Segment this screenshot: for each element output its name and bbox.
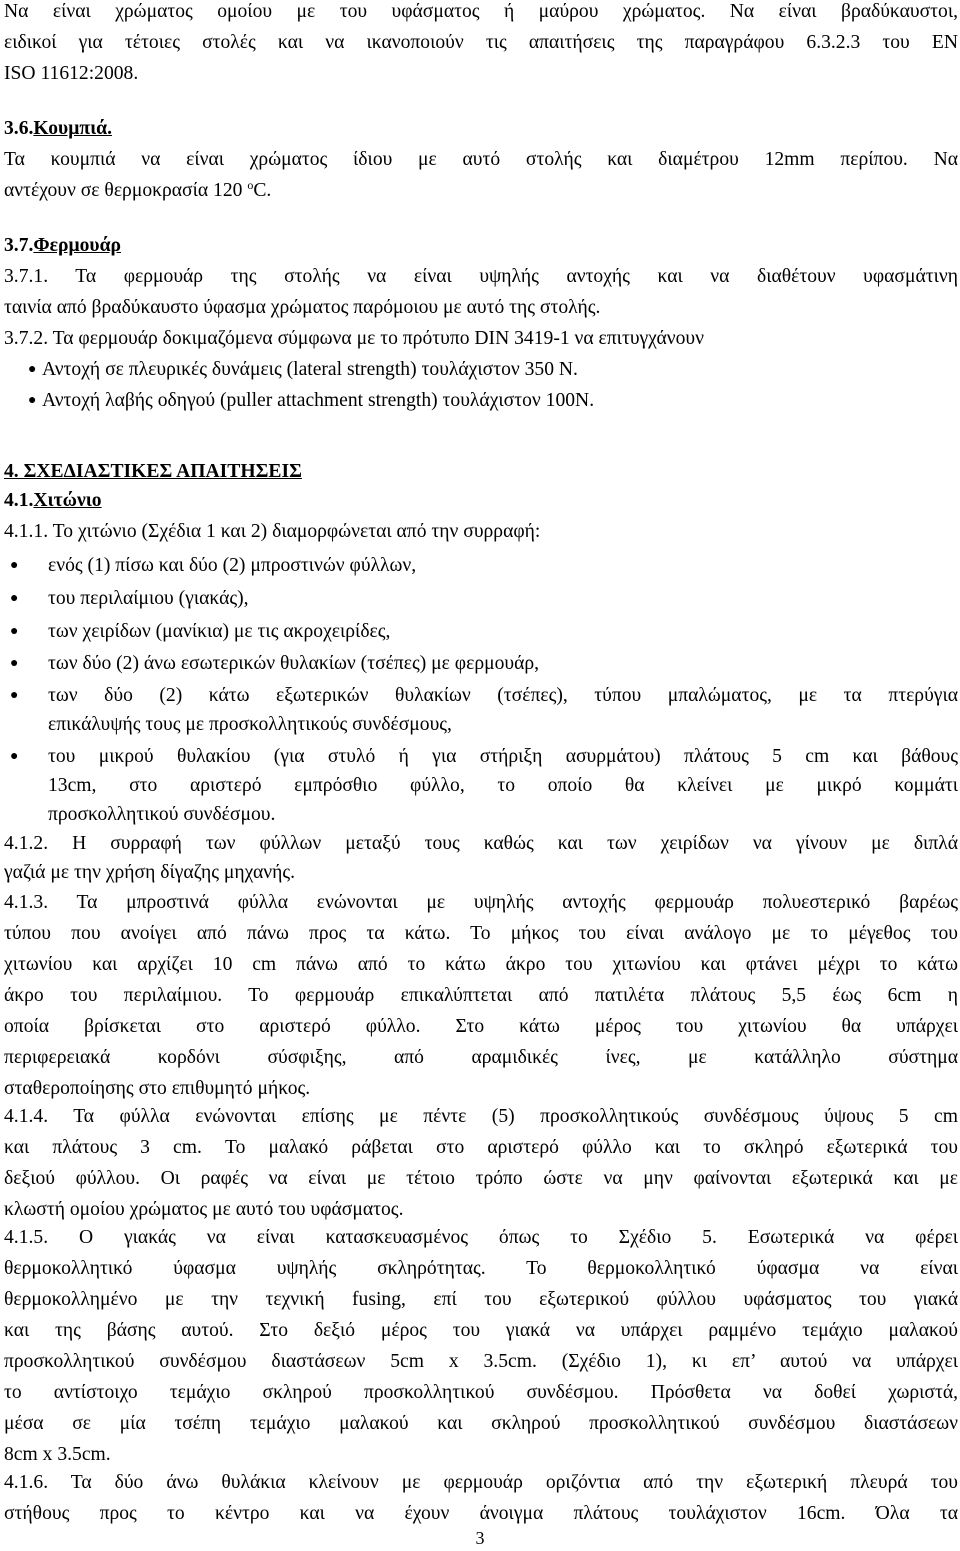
text-line: ειδικοί για τέτοιες στολές και να ικανοποιούν τις απαιτήσεις της παραγράφου 6.3.2.3 του ΕΝ xyxy=(4,32,958,53)
bullet-icon: ● xyxy=(10,558,19,573)
text-line: χιτωνίου και αρχίζει 10 cm πάνω από το κάτω άκρο του χιτωνίου και φτάνει μέχρι το κάτω xyxy=(4,954,958,975)
text-line: περιφερειακά κορδόνι σύσφιξης, από αραμιδικές ίνες, με κατάλληλο σύστημα xyxy=(4,1047,958,1068)
list-item-continuation: προσκολλητικού συνδέσμου. xyxy=(48,804,276,825)
text-line: 8cm x 3.5cm. xyxy=(4,1444,111,1465)
text-line: το αντίστοιχο τεμάχιο σκληρού προσκολλητικού συνδέσμου. Πρόσθετα να δοθεί χωριστά, xyxy=(4,1382,958,1403)
text-line: 4.1.2. Η συρραφή των φύλλων μεταξύ τους καθώς και των χειρίδων να γίνουν με διπλά xyxy=(4,833,958,854)
bullet-icon: ● xyxy=(10,656,19,671)
text-line: 4.1.3. Τα μπροστινά φύλλα ενώνονται με υψηλής αντοχής φερμουάρ πολυεστερικό βαρέως xyxy=(4,892,958,913)
text-line: 3.7.2. Τα φερμουάρ δοκιμαζόμενα σύμφωνα με το πρότυπο DIN 3419-1 να επιτυγχάνουν xyxy=(4,328,704,349)
text-line: και πλάτους 3 cm. Το μαλακό ράβεται στο αριστερό φύλλο και το σκληρό εξωτερικά του xyxy=(4,1137,958,1158)
text-line: 4.1.5. Ο γιακάς να είναι κατασκευασμένος όπως το Σχέδιο 5. Εσωτερικά να φέρει xyxy=(4,1227,958,1248)
text-line: μέσα σε μία τσέπη τεμάχιο μαλακού και σκληρού προσκολλητικού συνδέσμου διαστάσεων xyxy=(4,1413,958,1434)
subsection-heading: 4.1.Χιτώνιο xyxy=(4,490,102,511)
text-line: αντέχουν σε θερμοκρασία 120 $^o$C. xyxy=(4,178,272,201)
text-line: Να είναι χρώματος ομοίου με του υφάσματος ή μαύρου χρώματος. Να είναι βραδύκαυστοι, xyxy=(4,1,958,22)
text-line: σταθεροποίησης στο επιθυμητό μήκος. xyxy=(4,1078,311,1099)
text-line: ISO 11612:2008. xyxy=(4,63,139,84)
text-line: στήθους προς το κέντρο και να έχουν άνοιγμα πλάτους τουλάχιστον 16cm. Όλα τα xyxy=(4,1503,958,1524)
list-item: Αντοχή λαβής οδηγού (puller attachment strength) τουλάχιστον 100Ν. xyxy=(42,390,595,411)
list-item-continuation: 13cm, στο αριστερό εμπρόσθιο φύλλο, το οποίο θα κλείνει με μικρό κομμάτι xyxy=(48,775,958,796)
list-item: του περιλαίμιου (γιακάς), xyxy=(48,588,249,609)
text-line: 4.1.4. Τα φύλλα ενώνονται επίσης με πέντε (5) προσκολλητικούς συνδέσμους ύψους 5 cm xyxy=(4,1106,958,1127)
list-item: Αντοχή σε πλευρικές δυνάμεις (lateral strength) τουλάχιστον 350 Ν. xyxy=(42,359,578,380)
list-item: των δύο (2) άνω εσωτερικών θυλακίων (τσέπες) με φερμουάρ, xyxy=(48,653,540,674)
bullet-icon: ● xyxy=(10,749,19,764)
text-line: προσκολλητικού συνδέσμου διαστάσεων 5cm x 3.5cm. (Σχέδιο 1), κι επ’ αυτού να υπάρχει xyxy=(4,1351,958,1372)
list-item: των χειρίδων (μανίκια) με τις ακροχειρίδες, xyxy=(48,621,391,642)
list-item-continuation: επικάλυψής τους με προσκολλητικούς συνδέσμους, xyxy=(48,714,452,735)
text-line: τύπου που ανοίγει από πάνω προς τα κάτω. Το μήκος του είναι ανάλογο με το μέγεθος του xyxy=(4,923,958,944)
text-line: 3.7.1. Τα φερμουάρ της στολής να είναι υψηλής αντοχής και να διαθέτουν υφασμάτινη xyxy=(4,266,958,287)
section-heading: 3.6.Κουμπιά. xyxy=(4,118,112,139)
text-line: γαζιά με την χρήση δίγαζης μηχανής. xyxy=(4,862,295,883)
text-line: 4.1.1. Το χιτώνιο (Σχέδια 1 και 2) διαμορφώνεται από την συρραφή: xyxy=(4,521,541,542)
text-line: άκρο του περιλαίμιου. Το φερμουάρ επικαλύπτεται από πατιλέτα πλάτους 5,5 έως 6cm η xyxy=(4,985,958,1006)
bullet-icon: ● xyxy=(10,591,19,606)
bullet-icon: ● xyxy=(10,624,19,639)
bullet-icon: ● xyxy=(28,362,37,377)
section-heading: 3.7.Φερμουάρ xyxy=(4,235,121,256)
text-line: δεξιού φύλλου. Οι ραφές να είναι με τέτοιο τρόπο ώστε να μην φαίνονται εξωτερικά και με xyxy=(4,1168,958,1189)
bullet-icon: ● xyxy=(28,393,37,408)
list-item: των δύο (2) κάτω εξωτερικών θυλακίων (τσέπες), τύπου μπαλώματος, με τα πτερύγια xyxy=(48,685,958,706)
page-number: 3 xyxy=(475,1528,485,1548)
text-line: και της βάσης αυτού. Στο δεξιό μέρος του γιακά να υπάρχει ραμμένο τεμάχιο μαλακού xyxy=(4,1320,958,1341)
bullet-icon: ● xyxy=(10,688,19,703)
text-line: κλωστή ομοίου χρώματος με αυτό του υφάσματος. xyxy=(4,1199,404,1220)
text-line: θερμοκολλημένο με την τεχνική fusing, επί του εξωτερικού φύλλου υφάσματος του γιακά xyxy=(4,1289,958,1310)
section-heading: 4. ΣΧΕΔΙΑΣΤΙΚΕΣ ΑΠΑΙΤΗΣΕΙΣ xyxy=(4,461,302,482)
list-item: του μικρού θυλακίου (για στυλό ή για στήριξη ασυρμάτου) πλάτους 5 cm και βάθους xyxy=(48,746,958,767)
text-line: οποία βρίσκεται στο αριστερό φύλλο. Στο κάτω μέρος του χιτωνίου θα υπάρχει xyxy=(4,1016,958,1037)
text-line: 4.1.6. Τα δύο άνω θυλάκια κλείνουν με φερμουάρ οριζόντια από την εξωτερική πλευρά του xyxy=(4,1472,958,1493)
list-item: ενός (1) πίσω και δύο (2) μπροστινών φύλλων, xyxy=(48,555,417,576)
text-line: Τα κουμπιά να είναι χρώματος ίδιου με αυτό στολής και διαμέτρου 12mm περίπου. Να xyxy=(4,149,958,170)
text-line: ταινία από βραδύκαυστο ύφασμα χρώματος παρόμοιου με αυτό της στολής. xyxy=(4,297,601,318)
text-line: θερμοκολλητικό ύφασμα υψηλής σκληρότητας. Το θερμοκολλητικό ύφασμα να είναι xyxy=(4,1258,958,1279)
